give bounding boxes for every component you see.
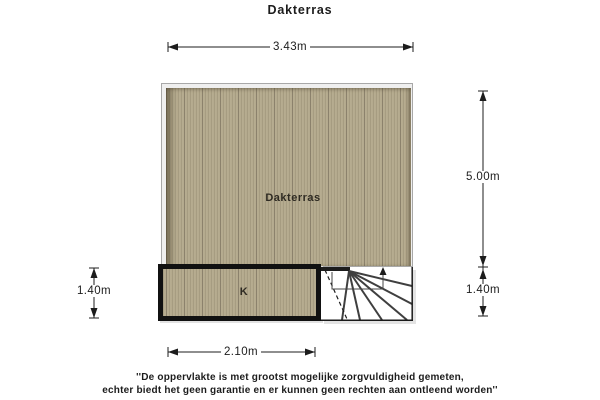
disclaimer-line-1: ''De oppervlakte is met grootst mogelijke zorgvuldigheid gemeten, [136, 372, 464, 383]
stair-up-arrow-icon [380, 267, 387, 275]
terrace-room-label: Dakterras [265, 192, 321, 204]
dimension-label-bottom-width: 2.10m [221, 346, 261, 358]
dimension-label-right-height: 5.00m [463, 171, 503, 183]
closet-k-label: K [239, 286, 249, 298]
stair-treads [342, 271, 412, 320]
dimension-label-right-lower: 1.40m [463, 284, 503, 296]
disclaimer-text [0, 371, 600, 397]
stair-walkline-dashed [325, 270, 347, 319]
dimension-label-left-lower: 1.40m [74, 285, 114, 297]
dimension-right [478, 91, 488, 316]
page-title: Dakterras [267, 3, 333, 17]
terrace-outline-wall [161, 83, 413, 267]
disclaimer-line-2: echter biedt het geen garantie en er kunnen geen rechten aan ontleend worden'' [102, 385, 498, 396]
staircase [321, 267, 413, 321]
staircase-drawing [321, 267, 413, 321]
terrace-deck-floor [166, 88, 411, 266]
dimension-label-top-width: 3.43m [270, 41, 310, 53]
